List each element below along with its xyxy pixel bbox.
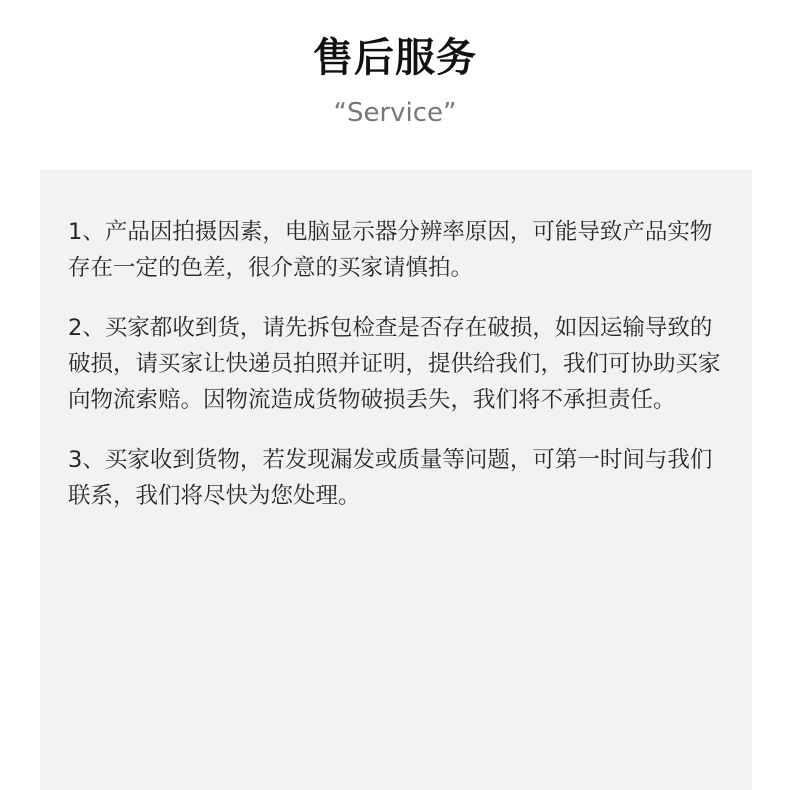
service-term-3: 3、买家收到货物，若发现漏发或质量等问题，可第一时间与我们联系，我们将尽快为您处理。 (68, 447, 713, 509)
service-term-1: 1、产品因拍摄因素，电脑显示器分辨率原因，可能导致产品实物存在一定的色差，很介意的买家请慎拍。 (68, 219, 713, 281)
service-terms (68, 214, 728, 514)
page-title: 售后服务 (313, 35, 477, 81)
service-info-panel (40, 170, 752, 790)
page-header (0, 0, 790, 160)
page-subtitle: “Service” (333, 98, 457, 128)
service-term-2: 2、买家都收到货，请先拆包检查是否存在破损，如因运输导致的破损，请买家让快递员拍照并证明，提供给我们，我们可协助买家向物流索赔。因物流造成货物破损丢失，我们将不承担责任。 (68, 315, 721, 413)
